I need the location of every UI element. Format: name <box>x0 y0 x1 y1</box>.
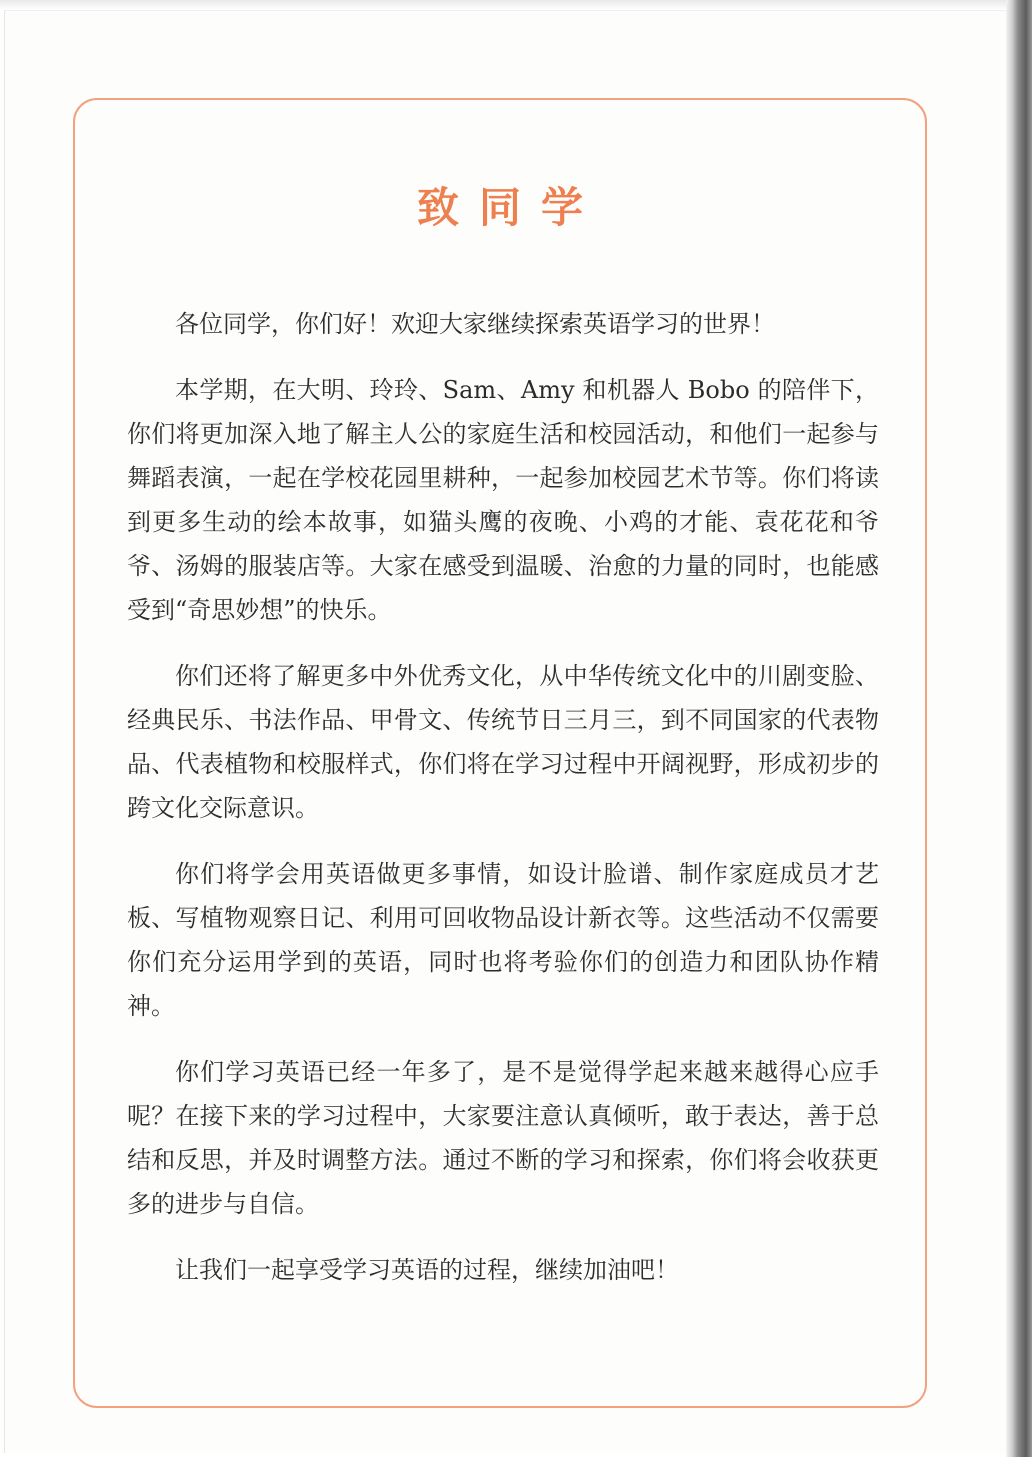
paragraph-closing: 让我们一起享受学习英语的过程，继续加油吧！ <box>175 1256 679 1284</box>
letter-body <box>127 302 879 1314</box>
letter-title: 致同学 <box>416 183 603 232</box>
scan-top-edge <box>0 0 1032 10</box>
paragraph-semester-intro: 本学期，在大明、玲玲、Sam、Amy 和机器人 Bobo 的陪伴下，你们将更加深入地了解主人公的家庭生活和校园活动，和他们一起参与舞蹈表演，一起在学校花园里耕种，一起参加校园艺术节等。你们将读到更多生动的绘本故事，如猫头鹰的夜晚、小鸡的才能、袁花花和爷爷、汤姆的服装店等。大家在感受到温暖、治愈的力量的同时，也能感受到“奇思妙想”的快乐。 <box>127 376 879 624</box>
book-spine-shadow <box>1006 0 1032 1457</box>
paragraph-greeting: 各位同学，你们好！欢迎大家继续探索英语学习的世界！ <box>175 310 775 338</box>
paragraph-culture: 你们还将了解更多中外优秀文化，从中华传统文化中的川剧变脸、经典民乐、书法作品、甲骨文、传统节日三月三，到不同国家的代表物品、代表植物和校服样式，你们将在学习过程中开阔视野，形成初步的跨文化交际意识。 <box>127 662 879 822</box>
paragraph-learning-tips: 你们学习英语已经一年多了，是不是觉得学起来越来越得心应手呢？在接下来的学习过程中，大家要注意认真倾听，敢于表达，善于总结和反思，并及时调整方法。通过不断的学习和探索，你们将会收获更多的进步与自信。 <box>127 1058 879 1218</box>
paragraph-activities: 你们将学会用英语做更多事情，如设计脸谱、制作家庭成员才艺板、写植物观察日记、利用可回收物品设计新衣等。这些活动不仅需要你们充分运用学到的英语，同时也将考验你们的创造力和团队协作精神。 <box>127 860 879 1020</box>
